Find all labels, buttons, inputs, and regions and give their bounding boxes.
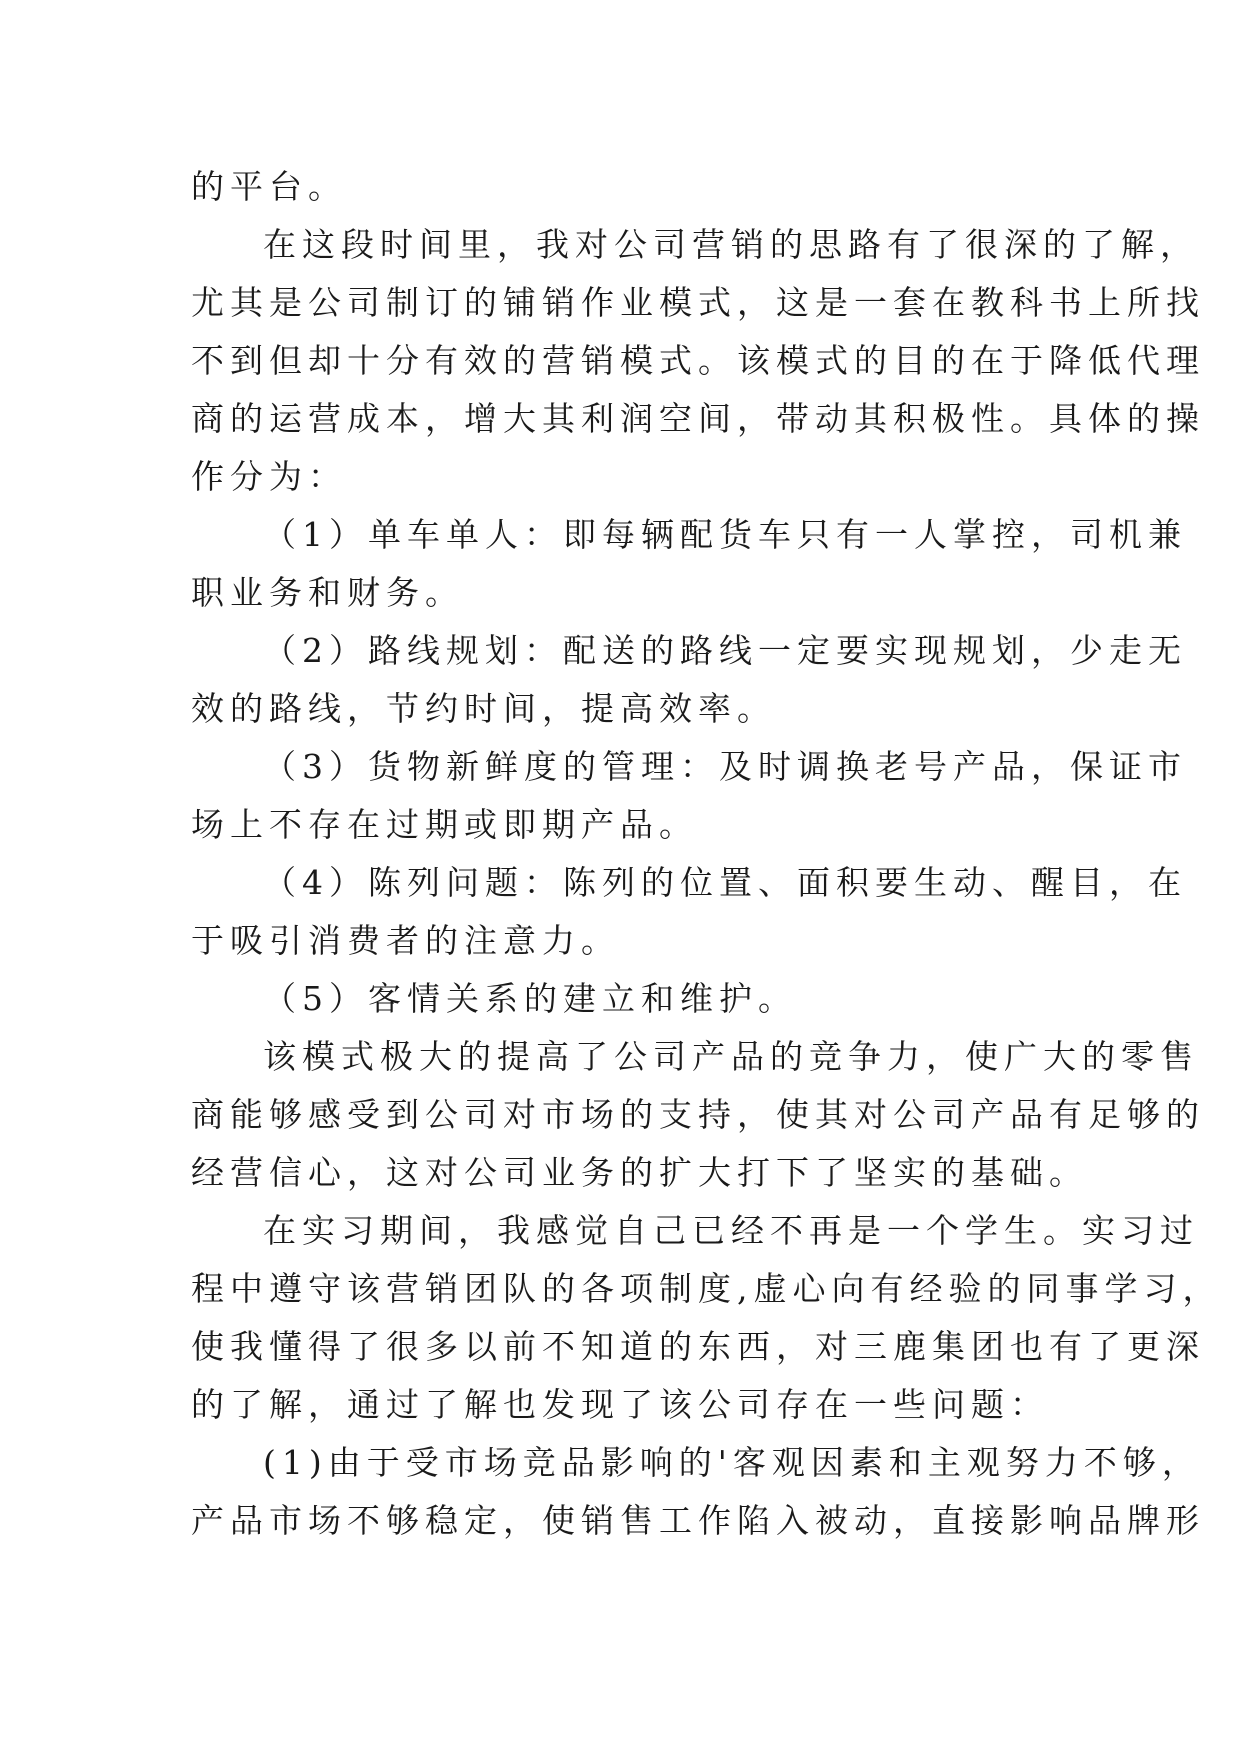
text-line: 在这段时间里，我对公司营销的思路有了很深的了解， (263, 225, 1199, 264)
text-line: （3）货物新鲜度的管理：及时调换老号产品，保证市 (263, 747, 1187, 786)
text-line: 使我懂得了很多以前不知道的东西，对三鹿集团也有了更深 (191, 1327, 1205, 1366)
text-line: 该模式极大的提高了公司产品的竞争力，使广大的零售 (263, 1037, 1199, 1076)
text-line: 的了解，通过了解也发现了该公司存在一些问题： (191, 1385, 1049, 1424)
text-line: 经营信心，这对公司业务的扩大打下了坚实的基础。 (191, 1153, 1088, 1192)
text-line: （2）路线规划：配送的路线一定要实现规划，少走无 (263, 631, 1187, 670)
text-line: （1）单车单人：即每辆配货车只有一人掌控，司机兼 (263, 515, 1187, 554)
text-line: 产品市场不够稳定，使销售工作陷入被动，直接影响品牌形 (191, 1501, 1205, 1540)
text-line: (1)由于受市场竞品影响的'客观因素和主观努力不够， (263, 1443, 1201, 1482)
text-line: （5）客情关系的建立和维护。 (263, 979, 797, 1018)
text-line: 商的运营成本，增大其利润空间，带动其积极性。具体的操 (191, 399, 1205, 438)
text-line: 在实习期间，我感觉自己已经不再是一个学生。实习过 (263, 1211, 1199, 1250)
text-line: 不到但却十分有效的营销模式。该模式的目的在于降低代理 (191, 341, 1205, 380)
text-line: 于吸引消费者的注意力。 (191, 921, 620, 960)
text-line: 商能够感受到公司对市场的支持，使其对公司产品有足够的 (191, 1095, 1205, 1134)
text-line: 效的路线，节约时间，提高效率。 (191, 689, 776, 728)
text-line: 尤其是公司制订的铺销作业模式，这是一套在教科书上所找 (191, 283, 1205, 322)
text-line: 场上不存在过期或即期产品。 (191, 805, 698, 844)
text-line: （4）陈列问题：陈列的位置、面积要生动、醒目，在 (263, 863, 1187, 902)
text-line: 职业务和财务。 (191, 573, 464, 612)
document-body (191, 158, 1222, 1550)
text-line: 作分为： (191, 457, 347, 496)
text-line: 程中遵守该营销团队的各项制度,虚心向有经验的同事学习， (191, 1269, 1222, 1308)
text-line: 的平台。 (191, 167, 347, 206)
